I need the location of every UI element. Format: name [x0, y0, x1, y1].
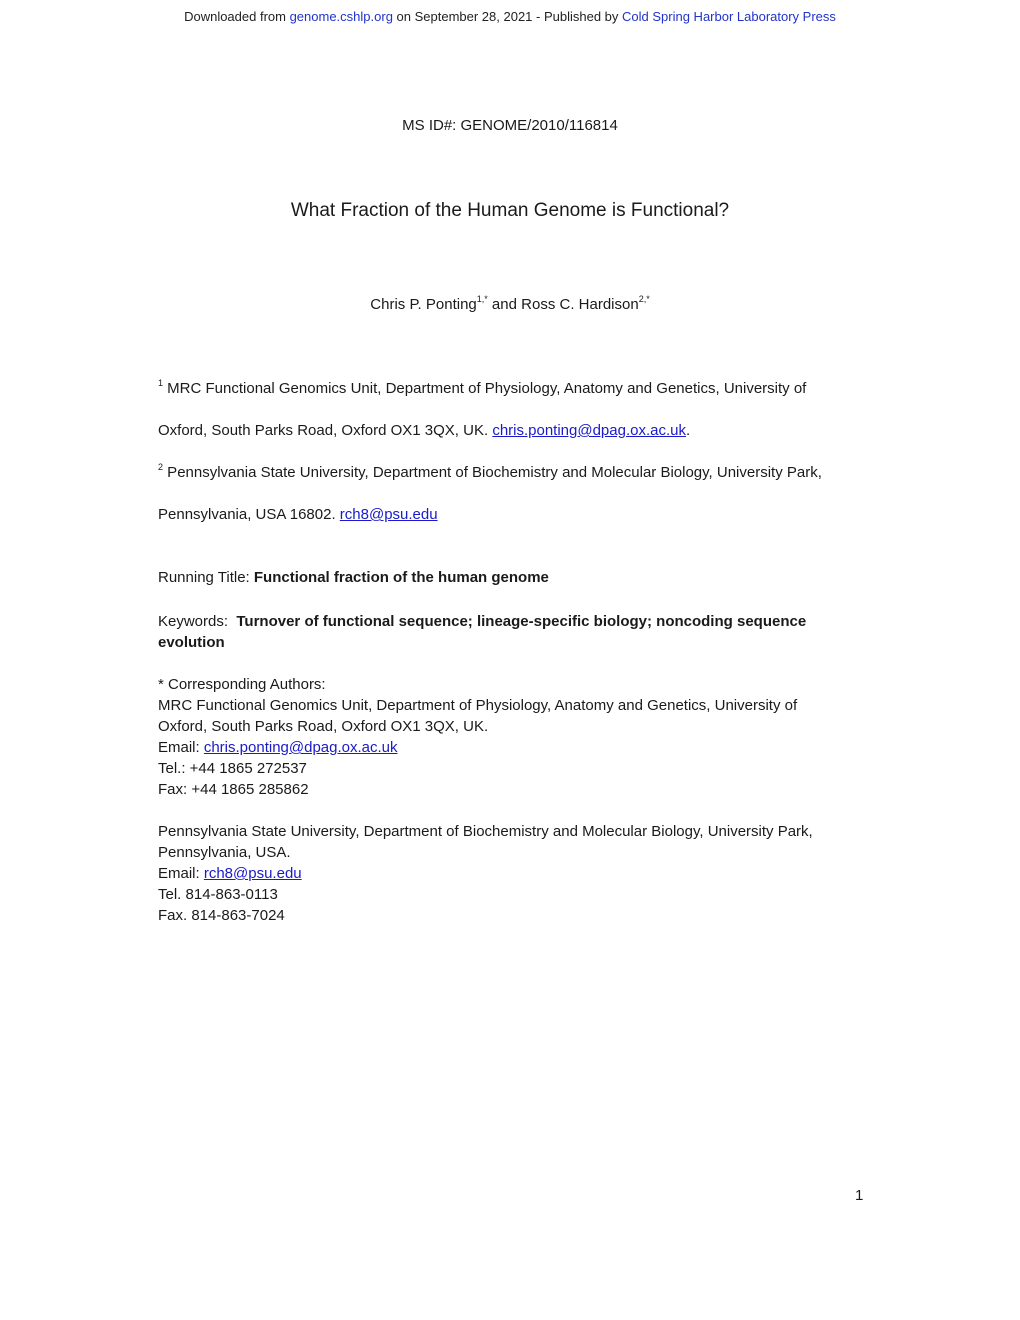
page-number: 1 — [855, 1187, 864, 1204]
publisher-link[interactable]: Cold Spring Harbor Laboratory Press — [622, 9, 836, 24]
affiliation-1-line-2 — [158, 422, 690, 439]
affiliation-1-line-1 — [158, 380, 806, 397]
affiliation-1-text: MRC Functional Genomics Unit, Department of Physiology, Anatomy and Genetics, University of — [163, 380, 807, 397]
keywords-line-2: evolution — [158, 634, 225, 651]
corresponding-heading: * Corresponding Authors: — [158, 676, 326, 693]
banner-middle: on September 28, 2021 - Published by — [392, 9, 623, 24]
author-conjunction: and — [487, 296, 522, 313]
author-1-affiliation: 1,* — [476, 294, 488, 304]
paper-title: What Fraction of the Human Genome is Functional? — [290, 200, 730, 221]
manuscript-id: MS ID#: GENOME/2010/116814 — [402, 117, 618, 134]
affiliation-1-address: Oxford, South Parks Road, Oxford OX1 3QX, UK. — [158, 422, 493, 439]
affiliation-1-number: 1 — [158, 378, 164, 388]
keywords-line-1: Turnover of functional sequence; lineage-specific biology; noncoding sequence — [236, 613, 807, 630]
author-list — [0, 296, 1020, 313]
author-2: Ross C. Hardison — [521, 296, 639, 313]
author-2-affiliation: 2,* — [638, 294, 650, 304]
running-title — [158, 569, 549, 586]
running-title-label: Running Title: — [158, 569, 254, 586]
email-label: Email: — [158, 865, 204, 882]
download-banner — [0, 9, 1020, 24]
corresponding-2-fax: Fax. 814-863-7024 — [158, 907, 285, 924]
author-1: Chris P. Ponting — [370, 296, 477, 313]
email-label: Email: — [158, 739, 204, 756]
corresponding-2-tel: Tel. 814-863-0113 — [158, 886, 278, 903]
corresponding-1-line-1: MRC Functional Genomics Unit, Department of Physiology, Anatomy and Genetics, University of — [158, 697, 798, 714]
affiliation-2-line-2 — [158, 506, 438, 523]
affiliation-2-text: Pennsylvania State University, Department of Biochemistry and Molecular Biology, University Park, — [163, 464, 822, 481]
affiliation-2-address: Pennsylvania, USA 16802. — [158, 506, 340, 523]
corresponding-2-email — [158, 863, 813, 884]
affiliation-2-email-link[interactable]: rch8@psu.edu — [339, 506, 438, 523]
site-link[interactable]: genome.cshlp.org — [289, 9, 393, 24]
corresponding-1-email — [158, 737, 797, 758]
affiliation-1-trail: . — [686, 422, 691, 439]
affiliation-2-number: 2 — [158, 462, 164, 472]
corresponding-1-email-link[interactable]: chris.ponting@dpag.ox.ac.uk — [203, 739, 398, 756]
keywords — [158, 611, 806, 653]
keywords-label: Keywords: — [158, 613, 237, 630]
corresponding-2-line-1: Pennsylvania State University, Department of Biochemistry and Molecular Biology, University Park, — [158, 823, 813, 840]
corresponding-1-tel: Tel.: +44 1865 272537 — [158, 760, 307, 777]
running-title-value: Functional fraction of the human genome — [253, 569, 549, 586]
corresponding-2-line-2: Pennsylvania, USA. — [158, 844, 291, 861]
affiliation-2-line-1 — [158, 464, 822, 481]
corresponding-1-line-2: Oxford, South Parks Road, Oxford OX1 3QX, UK. — [158, 718, 489, 735]
corresponding-authors — [158, 674, 797, 800]
banner-prefix: Downloaded from — [184, 9, 290, 24]
corresponding-2-email-link[interactable]: rch8@psu.edu — [203, 865, 302, 882]
corresponding-1-fax: Fax: +44 1865 285862 — [158, 781, 309, 798]
affiliation-1-email-link[interactable]: chris.ponting@dpag.ox.ac.uk — [492, 422, 686, 439]
corresponding-author-2 — [158, 821, 813, 926]
